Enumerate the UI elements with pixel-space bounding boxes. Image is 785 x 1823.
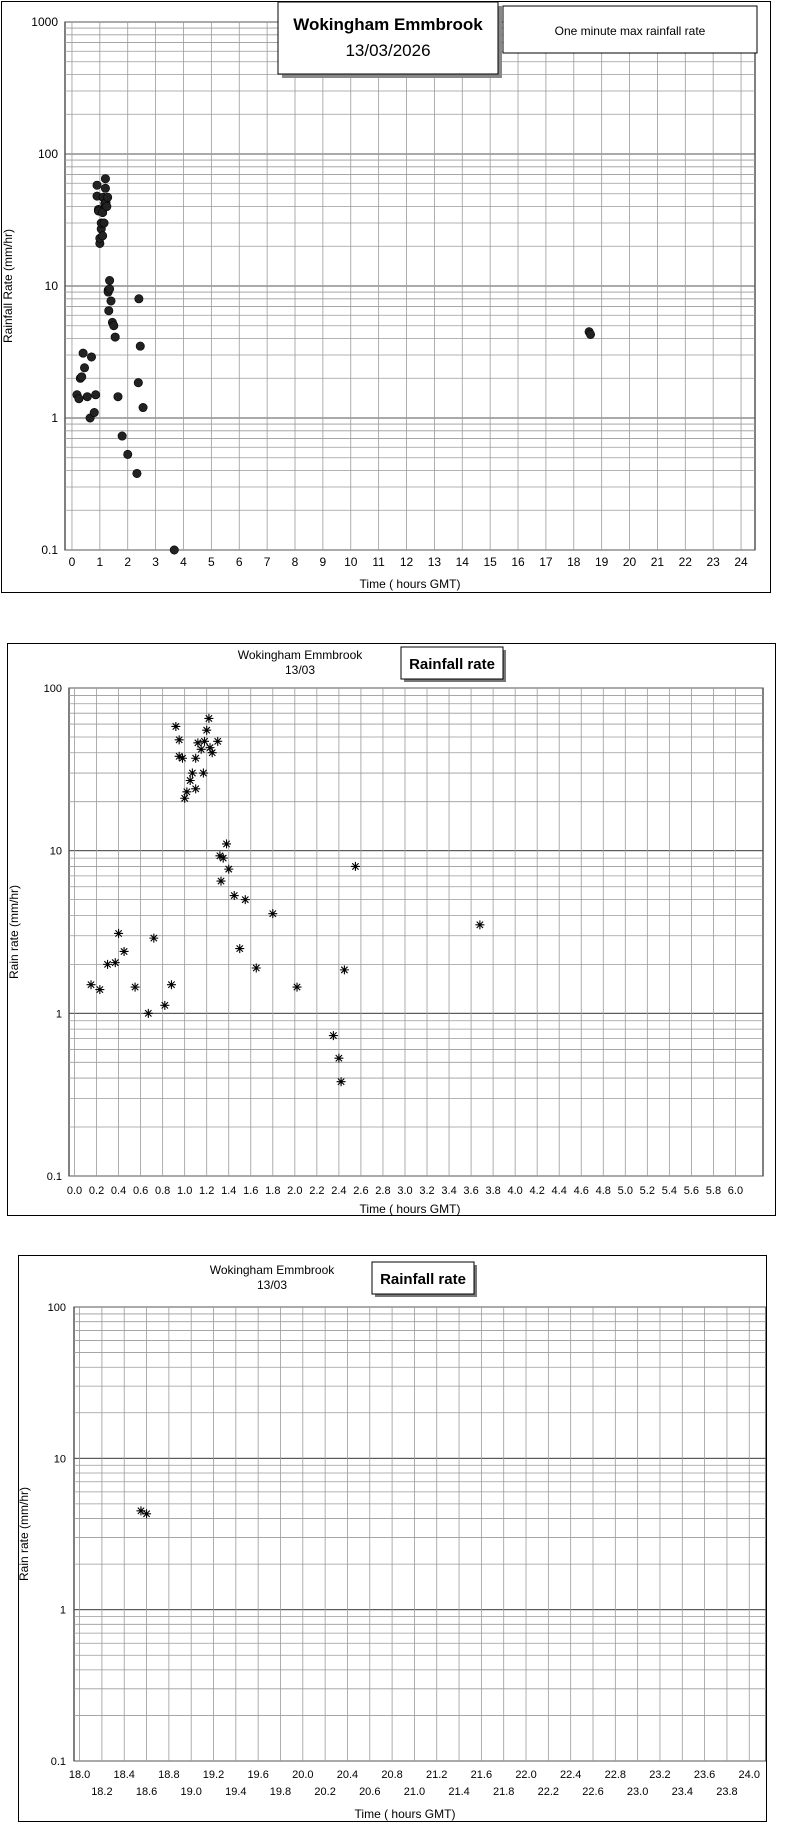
x-tick-label: 3.4 [441,1185,457,1197]
x-tick-label: 0.2 [88,1185,105,1197]
x-tick-label: 7 [263,555,271,569]
x-tick-label: 19.0 [180,1786,202,1798]
x-tick-label: 16 [511,555,525,569]
data-point [139,403,147,411]
x-tick-label: 11 [372,555,385,569]
x-tick-label: 21.0 [403,1786,426,1798]
data-point [114,392,122,400]
chart-1-title-box [278,2,498,74]
data-point [105,306,113,314]
x-tick-label: 22.4 [559,1769,582,1781]
x-tick-label: 2.6 [353,1185,369,1197]
x-tick-label: 12 [399,555,414,569]
x-tick-label: 20.0 [292,1769,314,1781]
x-tick-label: 21.4 [448,1786,470,1798]
chart-1-title: Wokingham Emmbrook [293,15,483,34]
x-tick-label: 4.4 [551,1185,567,1197]
data-point [136,342,144,350]
x-tick-label: 23.2 [649,1769,671,1781]
x-tick-label: 4.6 [573,1185,589,1197]
x-tick-label: 19.2 [202,1769,225,1781]
data-point [222,839,231,848]
x-tick-label: 0.6 [132,1185,149,1197]
y-tick-label: 10 [44,279,58,293]
data-point [111,958,120,967]
data-point [103,960,112,969]
x-tick-label: 13 [427,555,442,569]
data-point [101,184,109,192]
chart-2-plot-area [69,688,763,1176]
data-point [224,865,233,874]
chart-3-y-label: Rain rate (mm/hr) [17,1486,31,1582]
data-point [213,737,222,746]
data-point [170,546,178,554]
chart-2-y-label: Rain rate (mm/hr) [7,884,21,980]
x-tick-label: 23 [706,555,720,569]
data-point [98,232,106,240]
x-tick-label: 1.2 [199,1185,215,1197]
x-tick-label: 24.0 [738,1769,760,1781]
y-tick-label: 0.1 [50,1756,66,1768]
x-tick-label: 20 [622,555,637,569]
x-tick-label: 1 [96,555,104,569]
data-point [202,726,211,735]
x-tick-label: 23.6 [693,1769,716,1781]
data-point [111,333,119,341]
x-tick-label: 18.8 [158,1769,180,1781]
chart-2-x-label: Time ( hours GMT) [359,1202,461,1216]
y-tick-label: 1000 [31,15,58,29]
x-tick-label: 2.2 [309,1185,325,1197]
data-point [235,944,244,953]
chart-2-x-ticks [67,1185,743,1197]
data-point [230,891,239,900]
data-point [167,980,176,989]
x-tick-label: 19 [594,555,609,569]
x-tick-label: 3.2 [419,1185,435,1197]
x-tick-label: 0 [68,555,76,569]
data-point [142,1509,151,1518]
data-point [208,748,217,757]
x-tick-label: 4.0 [507,1185,523,1197]
data-point [110,322,118,330]
chart-3 [17,1256,767,1822]
x-tick-label: 1.8 [265,1185,281,1197]
y-tick-label: 100 [47,1302,66,1314]
chart-2-subtitle: 13/03 [284,663,316,677]
data-point [144,1009,153,1018]
x-tick-label: 14 [455,555,469,569]
x-tick-label: 18.6 [135,1786,158,1798]
data-point [105,285,113,293]
x-tick-label: 2.8 [375,1185,391,1197]
data-point [219,854,228,863]
data-point [293,983,302,992]
chart-3-subtitle: 13/03 [256,1278,288,1292]
y-tick-label: 0.1 [46,1171,62,1183]
y-tick-label: 10 [53,1453,66,1466]
data-point [80,364,88,372]
chart-1-x-label: Time ( hours GMT) [359,577,461,591]
x-tick-label: 22 [678,555,692,569]
y-tick-label: 1 [59,1604,66,1617]
x-tick-label: 19.8 [269,1786,292,1798]
y-tick-label: 100 [37,147,58,161]
x-tick-label: 3.0 [397,1185,413,1197]
x-tick-label: 3 [152,555,159,569]
x-tick-label: 4.2 [529,1185,545,1197]
data-point [268,909,277,918]
x-tick-label: 19.4 [225,1786,247,1798]
x-tick-label: 15 [483,555,497,569]
x-tick-label: 5.4 [661,1185,678,1197]
x-tick-label: 18 [567,555,581,569]
x-tick-label: 9 [319,555,327,569]
data-point [93,181,101,189]
data-point [103,202,111,210]
x-tick-label: 20.4 [336,1769,359,1781]
data-point [217,877,226,886]
chart-1-legend: One minute max rainfall rate [554,24,706,38]
x-tick-label: 21.8 [492,1786,515,1798]
data-point [191,754,200,763]
x-tick-label: 0.0 [66,1185,83,1197]
data-point [87,353,95,361]
data-point [75,395,83,403]
data-point [186,776,195,785]
data-point [120,947,129,956]
data-point [131,983,140,992]
data-point [182,787,191,796]
x-tick-label: 22.6 [582,1786,604,1798]
data-point [133,469,141,477]
x-tick-label: 3.6 [463,1185,479,1197]
x-tick-label: 5.0 [617,1185,633,1197]
data-point [91,391,99,399]
data-point [475,920,484,929]
chart-3-plot-area [74,1307,766,1761]
data-point [114,929,123,938]
data-point [204,714,213,723]
x-tick-label: 20.6 [359,1786,381,1798]
data-point [107,297,115,305]
data-point [252,963,261,972]
x-tick-label: 6.0 [727,1185,744,1197]
x-tick-label: 23.0 [626,1786,649,1798]
x-tick-label: 0.4 [110,1185,127,1197]
x-tick-label: 21 [650,555,665,569]
chart-3-title: Wokingham Emmbrook [209,1263,335,1277]
data-point [199,769,208,778]
x-tick-label: 0.8 [154,1185,171,1197]
data-point [95,985,104,994]
x-tick-label: 23.4 [671,1786,694,1798]
x-tick-label: 2.4 [331,1185,347,1197]
x-tick-label: 4 [180,555,187,569]
data-point [134,379,142,387]
data-point [191,784,200,793]
data-point [351,862,360,871]
data-point [135,295,143,303]
data-point [103,193,111,201]
data-point [124,450,132,458]
data-point [149,934,158,943]
x-tick-label: 20.2 [314,1786,336,1798]
data-point [79,349,87,357]
x-tick-label: 3.8 [485,1185,501,1197]
data-point [105,276,113,284]
y-tick-label: 1 [51,411,58,425]
x-tick-label: 17 [539,555,553,569]
x-tick-label: 10 [344,555,358,569]
chart-3-legend: Rainfall rate [380,1271,466,1288]
x-tick-label: 18.4 [113,1769,135,1781]
data-point [329,1031,338,1040]
data-point [241,895,250,904]
data-point [87,980,96,989]
x-tick-label: 22.8 [604,1769,627,1781]
data-point [160,1001,169,1010]
data-point [178,754,187,763]
data-point [101,174,109,182]
data-point [180,794,189,803]
x-tick-label: 5.8 [705,1185,722,1197]
x-tick-label: 4.8 [595,1185,611,1197]
data-point [175,735,184,744]
x-tick-label: 22.0 [515,1769,537,1781]
data-point [337,1077,346,1086]
chart-2-legend: Rainfall rate [409,656,495,673]
chart-2-title: Wokingham Emmbrook [237,648,363,662]
data-point [171,722,180,731]
x-tick-label: 18.0 [68,1769,91,1781]
data-point [586,330,594,338]
x-tick-label: 23.8 [716,1786,738,1798]
chart-2 [7,644,776,1217]
data-point [118,432,126,440]
x-tick-label: 24 [734,555,748,569]
data-point [83,392,91,400]
x-tick-label: 1.6 [243,1185,259,1197]
y-tick-label: 100 [43,683,62,695]
chart-1-y-label: Rainfall Rate (mm/hr) [1,228,15,344]
data-point [340,965,349,974]
y-tick-label: 10 [49,845,62,858]
x-tick-label: 5.2 [639,1185,655,1197]
x-tick-label: 2.0 [287,1185,303,1197]
data-point [188,769,197,778]
x-tick-label: 21.6 [470,1769,493,1781]
y-tick-label: 0.1 [41,543,58,557]
data-point [197,745,206,754]
x-tick-label: 5 [208,555,215,569]
x-tick-label: 19.6 [247,1769,269,1781]
data-point [78,373,86,381]
x-tick-label: 6 [235,555,243,569]
x-tick-label: 21.2 [426,1769,448,1781]
x-tick-label: 18.2 [91,1786,113,1798]
x-tick-label: 1.0 [177,1185,193,1197]
chart-1 [1,2,771,593]
data-point [100,219,108,227]
x-tick-label: 22.2 [537,1786,560,1798]
data-point [334,1054,343,1063]
x-tick-label: 8 [291,555,299,569]
chart-3-x-label: Time ( hours GMT) [354,1807,456,1821]
x-tick-label: 20.8 [381,1769,403,1781]
y-tick-label: 1 [55,1008,62,1021]
x-tick-label: 2 [124,555,132,569]
x-tick-label: 5.6 [683,1185,700,1197]
chart-1-subtitle: 13/03/2026 [345,41,431,60]
x-tick-label: 1.4 [221,1185,237,1197]
data-point [90,408,98,416]
